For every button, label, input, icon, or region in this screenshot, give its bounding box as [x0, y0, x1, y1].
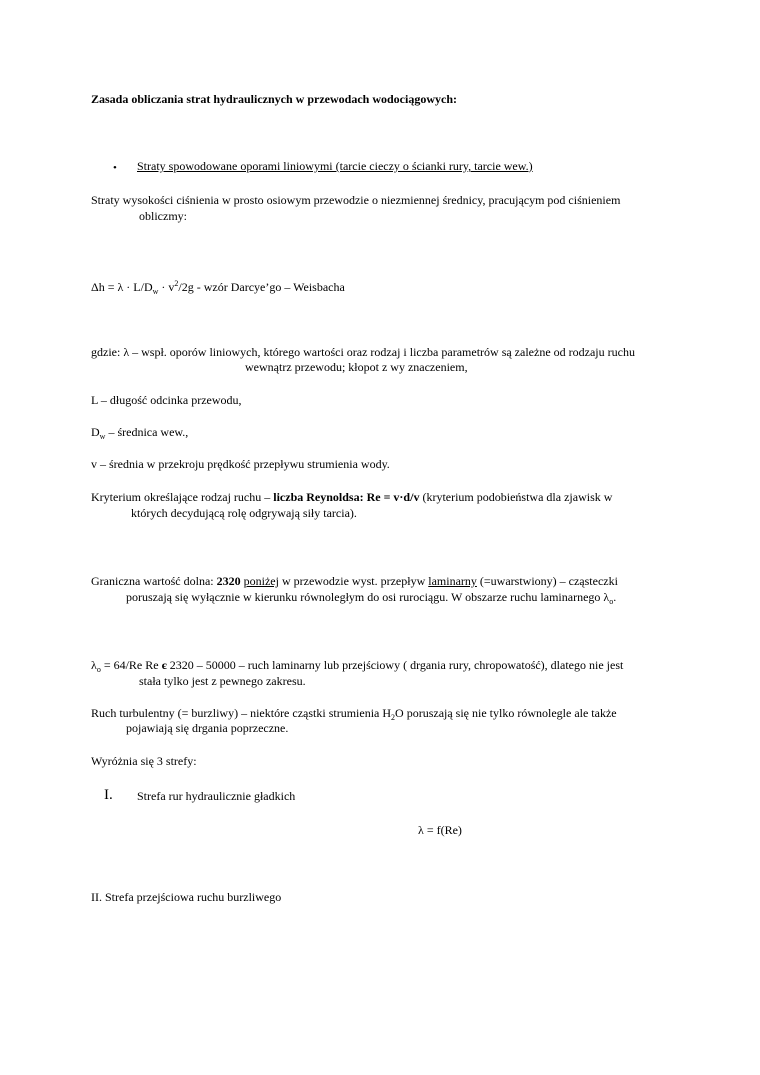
lambda-epsilon: є [161, 658, 167, 672]
graniczna-ponizej: poniżej [243, 574, 279, 588]
formula-mid: · v [158, 280, 175, 294]
lambda-line2: stała tylko jest z pewnego zakresu. [139, 674, 306, 688]
lambda-sub: o [96, 665, 101, 674]
kryterium-line1 [91, 490, 612, 505]
formula-lhs: Δh = λ · L/D [91, 280, 153, 294]
definition-lambda-line1: gdzie: λ – wspł. oporów liniowych, którego wartości oraz rodzaj i liczba parametrów są zależne od rodzaju ruchu [91, 345, 635, 359]
lambda-pre: = 64/Re Re [100, 658, 162, 672]
formula-sub-w: w [152, 287, 159, 296]
strefy-intro: Wyróżnia się 3 strefy: [91, 754, 197, 768]
graniczna-pre: Graniczna wartość dolna: [91, 574, 217, 588]
bullet-icon: • [113, 162, 117, 174]
turbulentny-post: O poruszają się nie tylko równolegle ale także [395, 706, 617, 720]
graniczna-line2-sub: o [609, 597, 614, 606]
definition-Dw-text: – średnica wew., [105, 425, 189, 439]
graniczna-value: 2320 [216, 574, 241, 588]
graniczna-line2-end: . [613, 590, 617, 604]
strefa1-label: Strefa rur hydraulicznie gładkich [137, 789, 296, 803]
turbulentny-sub: 2 [391, 713, 396, 722]
paragraph-losses-line2: obliczmy: [139, 209, 187, 223]
graniczna-line1 [91, 574, 618, 589]
kryterium-line2: których decydującą rolę odgrywają siły tarcia). [131, 506, 357, 520]
formula-lambda-re: λ = f(Re) [418, 823, 462, 837]
graniczna-post: (=uwarstwiony) – cząsteczki [476, 574, 618, 588]
graniczna-line2-text: poruszają się wyłącznie w kierunku równoległym do osi rurociągu. W obszarze ruchu laminarnego λ [126, 590, 610, 604]
definition-Dw [91, 425, 188, 444]
paragraph-losses-line1: Straty wysokości ciśnienia w prosto osiowym przewodzie o niezmiennej średnicy, pracującym pod ciśnieniem [91, 193, 621, 207]
graniczna-mid: w przewodzie wyst. przepływ [278, 574, 429, 588]
strefa1-numeral: I. [104, 787, 113, 803]
turbulentny-line2: pojawiają się drgania poprzeczne. [126, 721, 289, 735]
definition-v: v – średnia w przekroju prędkość przepływu strumienia wody. [91, 457, 390, 471]
graniczna-line2 [126, 590, 616, 609]
lambda-symbol: λ [91, 658, 97, 672]
kryterium-post: (kryterium podobieństwa dla zjawisk w [419, 490, 613, 504]
graniczna-laminarny: laminarny [428, 574, 477, 588]
kryterium-pre: Kryterium określające rodzaj ruchu – [91, 490, 274, 504]
formula-rhs: /2g - wzór Darcye’go – Weisbacha [178, 280, 345, 294]
lambda-post: 2320 – 50000 – ruch laminarny lub przejściowy ( drgania rury, chropowatość), dlatego nie jest [166, 658, 624, 672]
bullet-item-linear-losses: Straty spowodowane oporami liniowymi (tarcie cieczy o ścianki rury, tarcie wew.) [137, 159, 533, 173]
definition-lambda-line2: wewnątrz przewodu; kłopot z wy znaczeniem, [245, 360, 468, 374]
turbulentny-pre: Ruch turbulentny (= burzliwy) – niektóre cząstki strumienia H [91, 706, 392, 720]
definition-Dw-symbol: D [91, 425, 100, 439]
reynolds-number: liczba Reynoldsa: Re = v·d/v [273, 490, 420, 504]
formula-sup-2: 2 [174, 279, 179, 288]
definition-Dw-sub: w [99, 432, 106, 441]
page-title: Zasada obliczania strat hydraulicznych w przewodach wodociągowych: [91, 92, 457, 106]
definition-L: L – długość odcinka przewodu, [91, 393, 242, 407]
formula-darcy-weisbach [91, 276, 345, 299]
strefa2-label: II. Strefa przejściowa ruchu burzliwego [91, 890, 282, 904]
